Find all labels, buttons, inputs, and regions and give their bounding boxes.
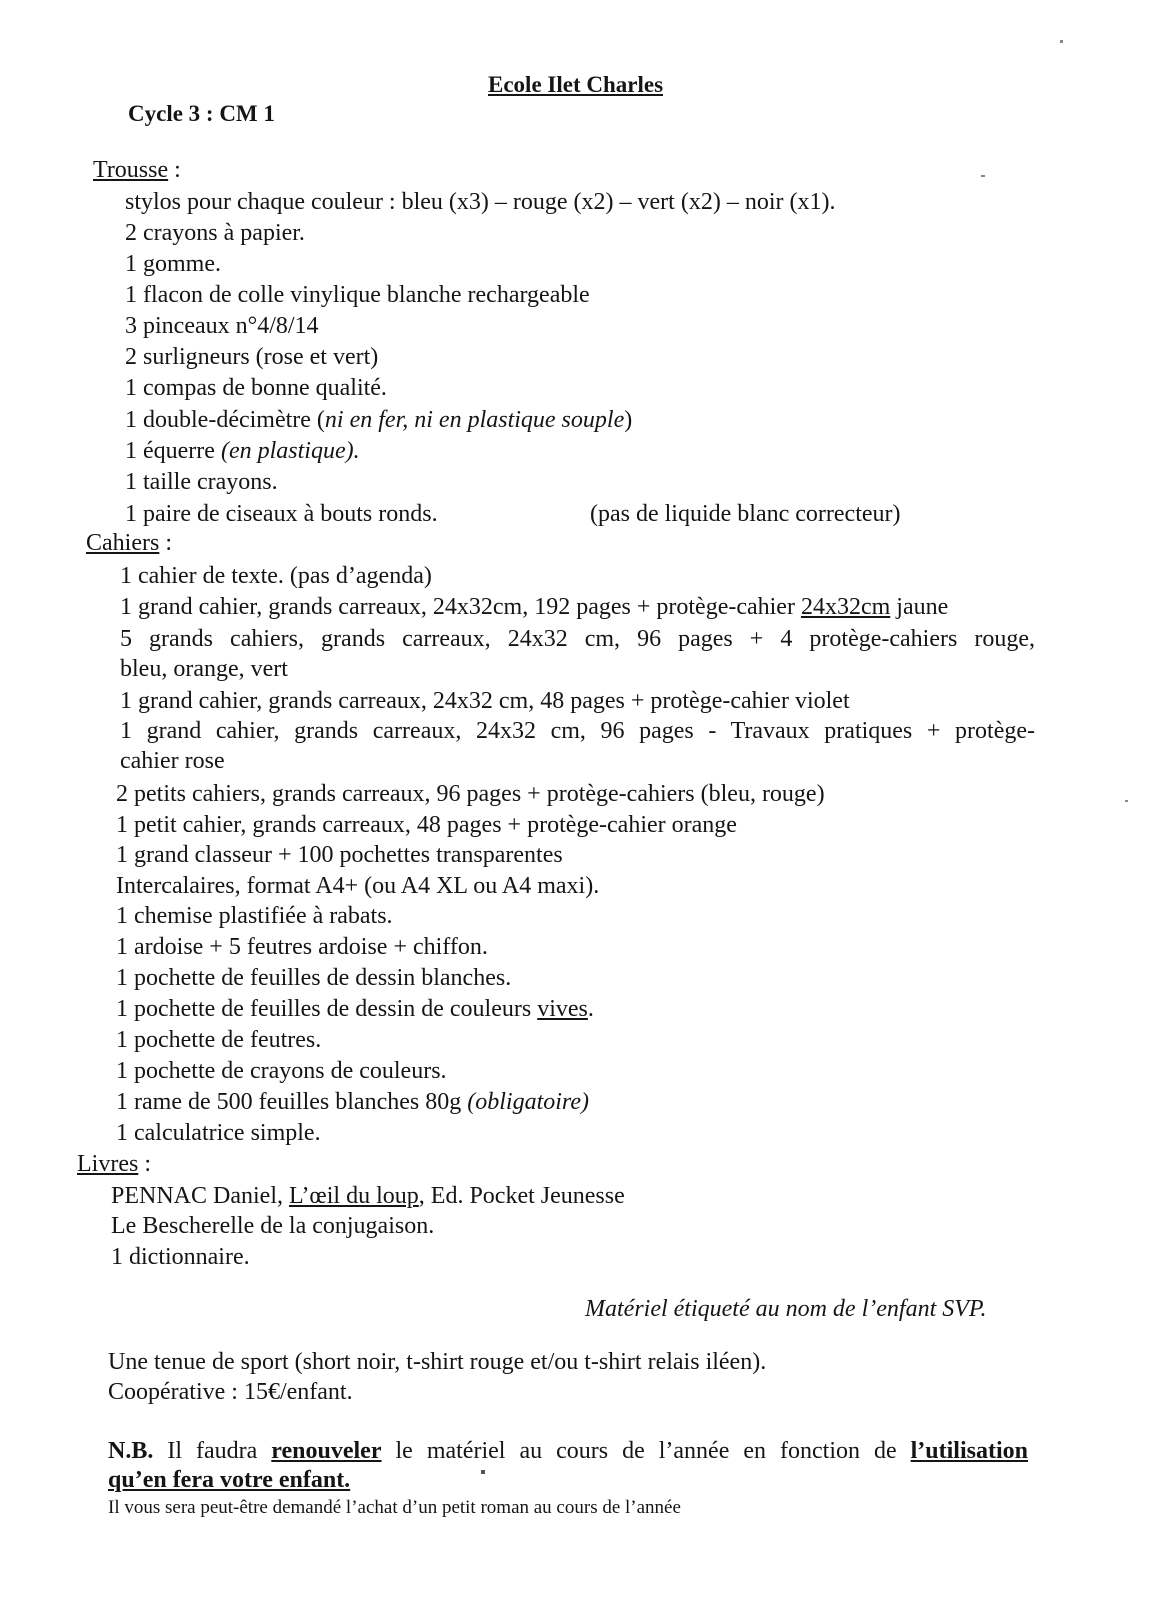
cycle-level: Cycle 3 : CM 1 — [128, 101, 275, 126]
school-title: Ecole Ilet Charles — [488, 72, 664, 97]
list-item: 1 grand cahier, grands carreaux, 24x32 cm, 48 pages + protège-cahier violet — [120, 688, 850, 714]
nb-note: N.B. Il faudra renouveler le matériel au cours de l’année en fonction de l’utilisation — [108, 1438, 1028, 1464]
list-item: 1 compas de bonne qualité. — [125, 375, 387, 401]
list-item: 1 pochette de crayons de couleurs. — [116, 1058, 447, 1084]
list-item: 2 crayons à papier. — [125, 220, 305, 246]
list-item: stylos pour chaque couleur : bleu (x3) – rouge (x2) – vert (x2) – noir (x1). — [125, 189, 836, 215]
list-item: 1 cahier de texte. (pas d’agenda) — [120, 563, 432, 589]
list-item: 1 calculatrice simple. — [116, 1120, 321, 1146]
list-item: Intercalaires, format A4+ (ou A4 XL ou A4 maxi). — [116, 873, 600, 899]
list-item: 1 équerre (en plastique). — [125, 438, 360, 464]
list-item: 1 ardoise + 5 feutres ardoise + chiffon. — [116, 934, 488, 960]
list-item-continued: cahier rose — [120, 748, 225, 774]
scan-speck — [1125, 800, 1128, 802]
footer-note: Il vous sera peut-être demandé l’achat d’un petit roman au cours de l’année — [108, 1497, 681, 1518]
list-item: 1 dictionnaire. — [111, 1244, 250, 1270]
list-item: 1 pochette de feuilles de dessin blanches. — [116, 965, 512, 991]
list-item: 1 grand cahier, grands carreaux, 24x32 cm, 96 pages - Travaux pratiques + protège- — [120, 718, 1035, 744]
list-item: 1 double-décimètre (ni en fer, ni en plastique souple) — [125, 407, 633, 433]
list-item: 2 petits cahiers, grands carreaux, 96 pages + protège-cahiers (bleu, rouge) — [116, 781, 825, 807]
section-heading-trousse: Trousse : — [93, 157, 181, 183]
list-item: 1 petit cahier, grands carreaux, 48 pages + protège-cahier orange — [116, 812, 737, 838]
list-item: 5 grands cahiers, grands carreaux, 24x32 cm, 96 pages + 4 protège-cahiers rouge, — [120, 626, 1035, 652]
note-etiquete: Matériel étiqueté au nom de l’enfant SVP. — [585, 1296, 987, 1322]
note-correcteur: (pas de liquide blanc correcteur) — [590, 501, 901, 527]
list-item: 1 paire de ciseaux à bouts ronds. — [125, 501, 438, 527]
list-item: 1 grand cahier, grands carreaux, 24x32cm, 192 pages + protège-cahier 24x32cm jaune — [120, 594, 949, 620]
scan-speck — [1060, 40, 1063, 43]
cooperative-fee: Coopérative : 15€/enfant. — [108, 1379, 353, 1405]
list-item: 1 taille crayons. — [125, 469, 278, 495]
sport-outfit: Une tenue de sport (short noir, t-shirt rouge et/ou t-shirt relais iléen). — [108, 1349, 767, 1375]
list-item: 1 pochette de feutres. — [116, 1027, 322, 1053]
list-item: 1 chemise plastifiée à rabats. — [116, 903, 393, 929]
section-heading-cahiers: Cahiers : — [86, 530, 172, 556]
section-heading-livres: Livres : — [77, 1151, 151, 1177]
list-item: 1 grand classeur + 100 pochettes transparentes — [116, 842, 563, 868]
list-item: PENNAC Daniel, L’œil du loup, Ed. Pocket Jeunesse — [111, 1183, 625, 1209]
scan-speck — [481, 1470, 485, 1474]
list-item: 1 rame de 500 feuilles blanches 80g (obligatoire) — [116, 1089, 589, 1115]
list-item: Le Bescherelle de la conjugaison. — [111, 1213, 435, 1239]
scan-speck — [981, 175, 985, 177]
list-item: 2 surligneurs (rose et vert) — [125, 344, 379, 370]
list-item: 3 pinceaux n°4/8/14 — [125, 313, 319, 339]
list-item: 1 flacon de colle vinylique blanche rechargeable — [125, 282, 590, 308]
list-item-continued: bleu, orange, vert — [120, 656, 288, 682]
list-item: 1 gomme. — [125, 251, 221, 277]
list-item: 1 pochette de feuilles de dessin de couleurs vives. — [116, 996, 594, 1022]
nb-note-continued: qu’en fera votre enfant. — [108, 1467, 351, 1493]
